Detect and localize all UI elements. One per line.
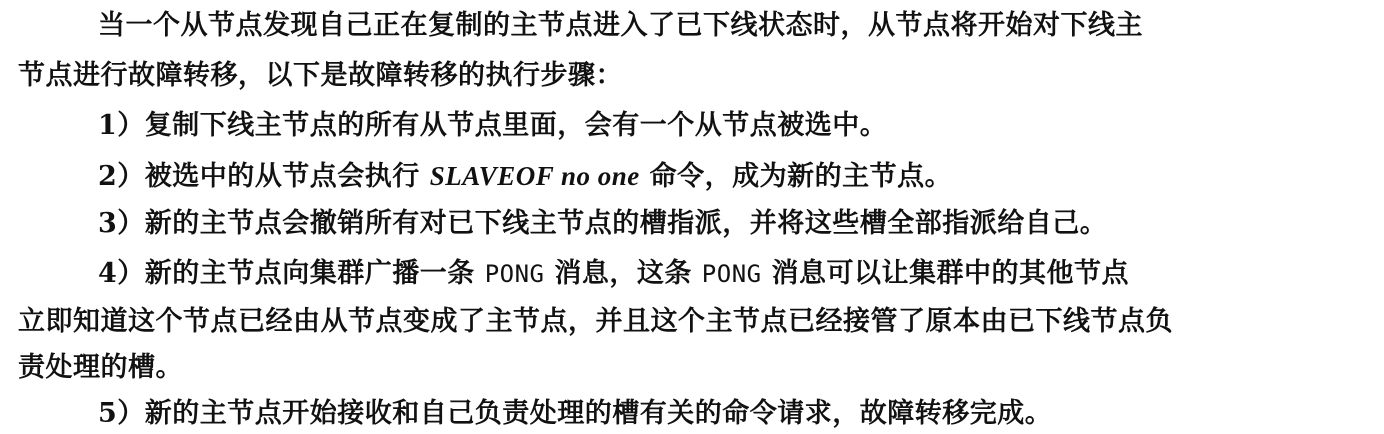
step-1: 1）复制下线主节点的所有从节点里面，会有一个从节点被选中。 [98,110,888,141]
pong-keyword: PONG [701,260,762,288]
step-4-line-3: 责处理的槽。 [18,352,183,383]
step-5: 5）新的主节点开始接收和自己负责处理的槽有关的命令请求，故障转移完成。 [98,398,1053,429]
intro-line-2: 节点进行故障转移，以下是故障转移的执行步骤： [18,60,623,91]
step-2-prefix: 2）被选中的从节点会执行 [98,161,430,192]
pong-keyword: PONG [484,260,545,288]
step-4-line-1 [98,254,1129,294]
step-4-prefix: 4）新的主节点向集群广播一条 [98,258,485,289]
step-4-suffix: 消息可以让集群中的其他节点 [761,258,1129,289]
step-4-line-2: 立即知道这个节点已经由从节点变成了主节点，并且这个主节点已经接管了原本由已下线节点负 [18,306,1173,337]
step-3: 3）新的主节点会撤销所有对已下线主节点的槽指派，并将这些槽全部指派给自己。 [98,208,1108,239]
step-2-suffix: 命令，成为新的主节点。 [639,161,953,192]
step-2 [98,156,952,197]
intro-line-1: 当一个从节点发现自己正在复制的主节点进入了已下线状态时，从节点将开始对下线主 [98,10,1143,41]
slaveof-command: SLAVEOF no one [429,161,640,191]
step-4-mid: 消息，这条 [544,258,702,289]
